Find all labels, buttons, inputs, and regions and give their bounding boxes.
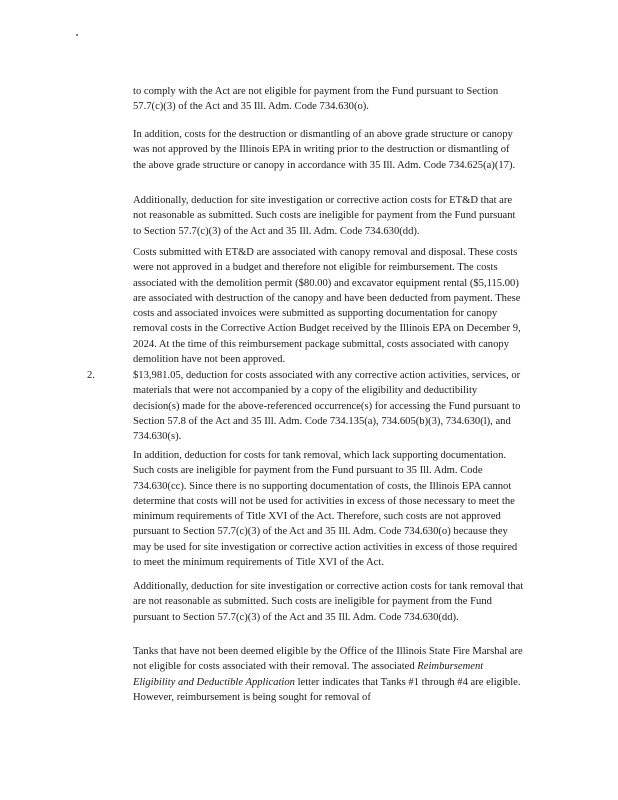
text-segment: letter indicates that Tanks #1 through #4 are eligible. However, reimbursement is being sought for removal of — [133, 676, 521, 703]
paragraph-canopy-destruction: In addition, costs for the destruction or dismantling of an above grade structure or canopy was not approved by the Illinois EPA in writing prior to the destruction or dismantling of the above grade structure or canopy in accordance with 35 Ill. Adm. Code 734.625(a)(17). — [133, 129, 516, 171]
italic-document-title: Reimbursement Eligibility and Deductible Application — [133, 661, 484, 688]
text-segment: Tanks that have not been deemed eligible by the Office of the Illinois State Fire Marshal are not eligible for costs associated with their removal. The associated — [133, 646, 523, 673]
paragraph-etd-deduction: Additionally, deduction for site investigation or corrective action costs for ET&D that are not reasonable as submitted. Such costs are ineligible for payment from the Fund pursuant to Section 57.7(c)(3) of the Act and 35 Ill. Adm. Code 734.630(dd). — [133, 195, 516, 237]
scan-speck — [76, 34, 78, 36]
paragraph-tank-eligibility — [133, 644, 525, 705]
paragraph-tank-removal-reasonable: Additionally, deduction for site investigation or corrective action costs for tank removal that are not reasonable as submitted. Such costs are ineligible for payment from the Fund pursuant to Section 57.7(c)(3) of the Act and 35 Ill. Adm. Code 734.630(dd). — [133, 581, 524, 623]
paragraph-eligibility-deduction: $13,981.05, deduction for costs associated with any corrective action activities, services, or materials that were not accompanied by a copy of the eligibility and deductibility decision(s) made for the above-referenced occurrence(s) for accessing the Fund pursuant to Section 57.8 of the Act and 35 Ill. Adm. Code 734.135(a), 734.605(b)(3), 734.630(l), and 734.630(s). — [133, 370, 521, 443]
paragraph-canopy-costs: Costs submitted with ET&D are associated with canopy removal and disposal. These costs were not approved in a budget and therefore not eligible for reimbursement. The costs associated with the demolition permit ($80.00) and excavator equipment rental ($5,115.00) are associated with destruction of the canopy and have been deducted from payment. These costs and associated invoices were submitted as supporting documentation for canopy removal costs in the Corrective Action Budget received by the Illinois EPA on December 9, 2024. At the time of this reimbursement package submittal, costs associated with canopy demolition have not been approved. — [133, 247, 521, 366]
item-number: 2. — [87, 370, 95, 381]
paragraph-tank-removal-documentation: In addition, deduction for costs for tank removal, which lack supporting documentation. Such costs are ineligible for payment from the Fund pursuant to 35 Ill. Adm. Code 734.630(cc). Since there is no supporting documentation of costs, the Illinois EPA cannot determine that costs will not be used for activities in excess of those necessary to meet the minimum requirements of Title XVI of the Act. Therefore, such costs are not approved pursuant to Section 57.7(c)(3) of the Act and 35 Ill. Adm. Code 734.630(o) because they may be used for site investigation or corrective action activities in excess of those required to meet the minimum requirements of Title XVI of the Act. — [133, 450, 518, 569]
paragraph-continuation: to comply with the Act are not eligible for payment from the Fund pursuant to Section 57.7(c)(3) of the Act and 35 Ill. Adm. Code 734.630(o). — [133, 86, 499, 113]
